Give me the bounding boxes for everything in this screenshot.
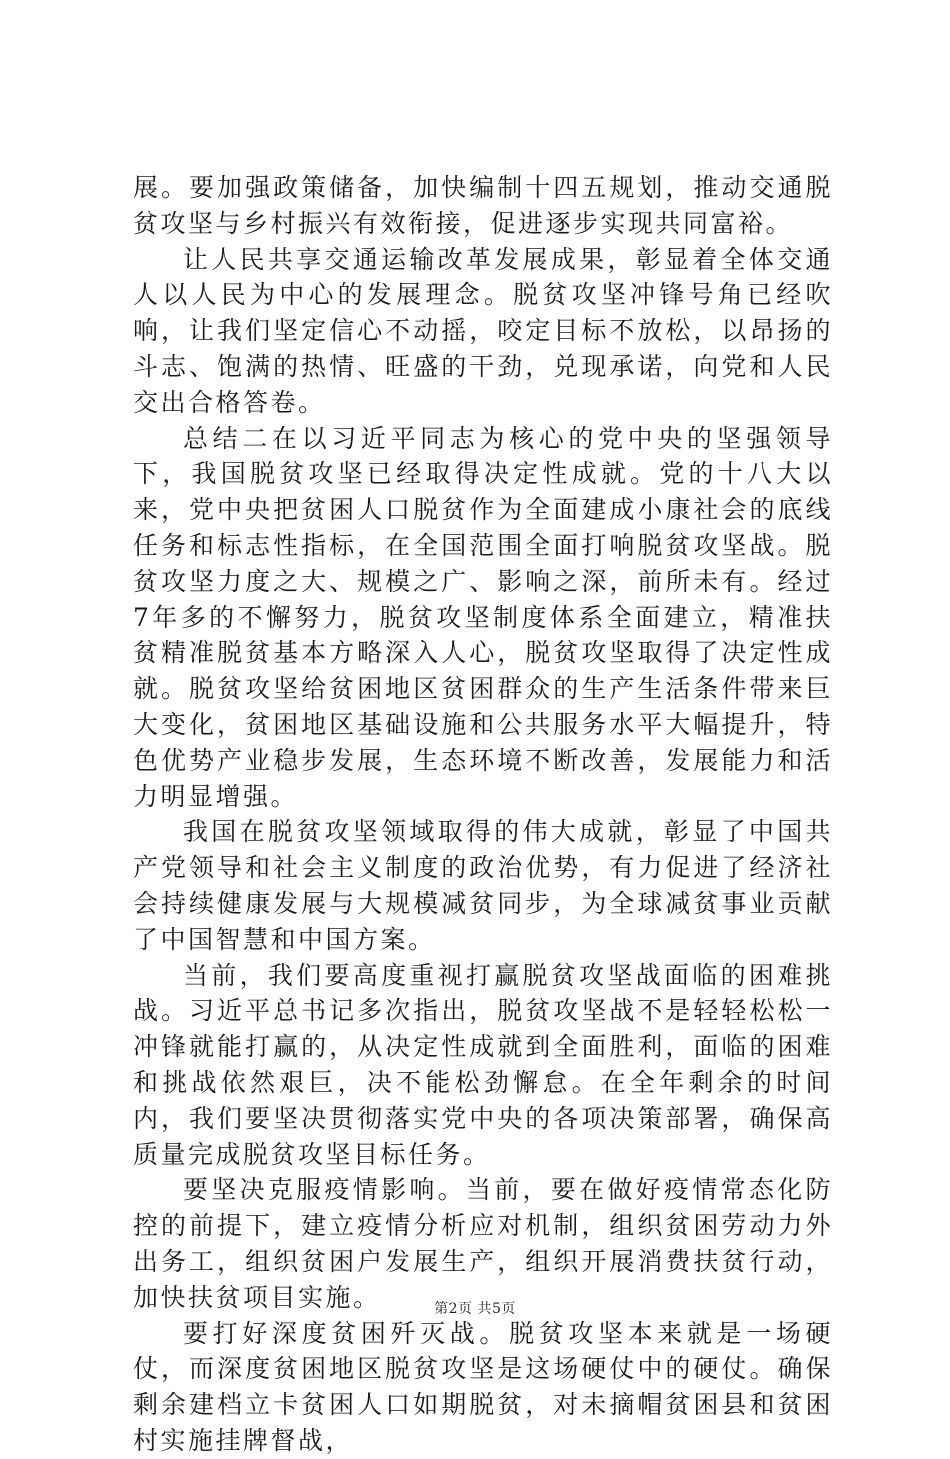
page-number-footer: 第2页 共5页 [434, 1301, 516, 1317]
paragraph: 要坚决克服疫情影响。当前，要在做好疫情常态化防控的前提下，建立疫情分析应对机制，组织贫困劳动力外出务工，组织贫困户发展生产，组织开展消费扶贫行动，加快扶贫项目实施。 [133, 1175, 833, 1312]
paragraph: 让人民共享交通运输改革发展成果，彰显着全体交通人以人民为中心的发展理念。脱贫攻坚冲锋号角已经吹响，让我们坚定信心不动摇，咬定目标不放松，以昂扬的斗志、饱满的热情、旺盛的干劲，兑现承诺，向党和人民交出合格答卷。 [133, 244, 833, 417]
paragraph: 要打好深度贫困歼灭战。脱贫攻坚本来就是一场硬仗，而深度贫困地区脱贫攻坚是这场硬仗中的硬仗。确保剩余建档立卡贫困人口如期脱贫，对未摘帽贫困县和贫困村实施挂牌督战， [133, 1318, 833, 1455]
paragraph: 我国在脱贫攻坚领域取得的伟大成就，彰显了中国共产党领导和社会主义制度的政治优势，有力促进了经济社会持续健康发展与大规模减贫同步，为全球减贫事业贡献了中国智慧和中国方案。 [133, 817, 833, 954]
document-body [133, 170, 833, 1459]
paragraph: 总结二在以习近平同志为核心的党中央的坚强领导下，我国脱贫攻坚已经取得决定性成就。党的十八大以来，党中央把贫困人口脱贫作为全面建成小康社会的底线任务和标志性指标，在全国范围全面打响脱贫攻坚战。脱贫攻坚力度之大、规模之广、影响之深，前所未有。经过7年多的不懈努力，脱贫攻坚制度体系全面建立，精准扶贫精准脱贫基本方略深入人心，脱贫攻坚取得了决定性成就。脱贫攻坚给贫困地区贫困群众的生产生活条件带来巨大变化，贫困地区基础设施和公共服务水平大幅提升，特色优势产业稳步发展，生态环境不断改善，发展能力和活力明显增强。 [133, 423, 833, 811]
paragraph: 当前，我们要高度重视打赢脱贫攻坚战面临的困难挑战。习近平总书记多次指出，脱贫攻坚战不是轻轻松松一冲锋就能打赢的，从决定性成就到全面胜利，面临的困难和挑战依然艰巨，决不能松劲懈怠。在全年剩余的时间内，我们要坚决贯彻落实党中央的各项决策部署，确保高质量完成脱贫攻坚目标任务。 [133, 960, 833, 1169]
paragraph-continuation: 展。要加强政策储备，加快编制十四五规划，推动交通脱贫攻坚与乡村振兴有效衔接，促进逐步实现共同富裕。 [133, 173, 833, 238]
